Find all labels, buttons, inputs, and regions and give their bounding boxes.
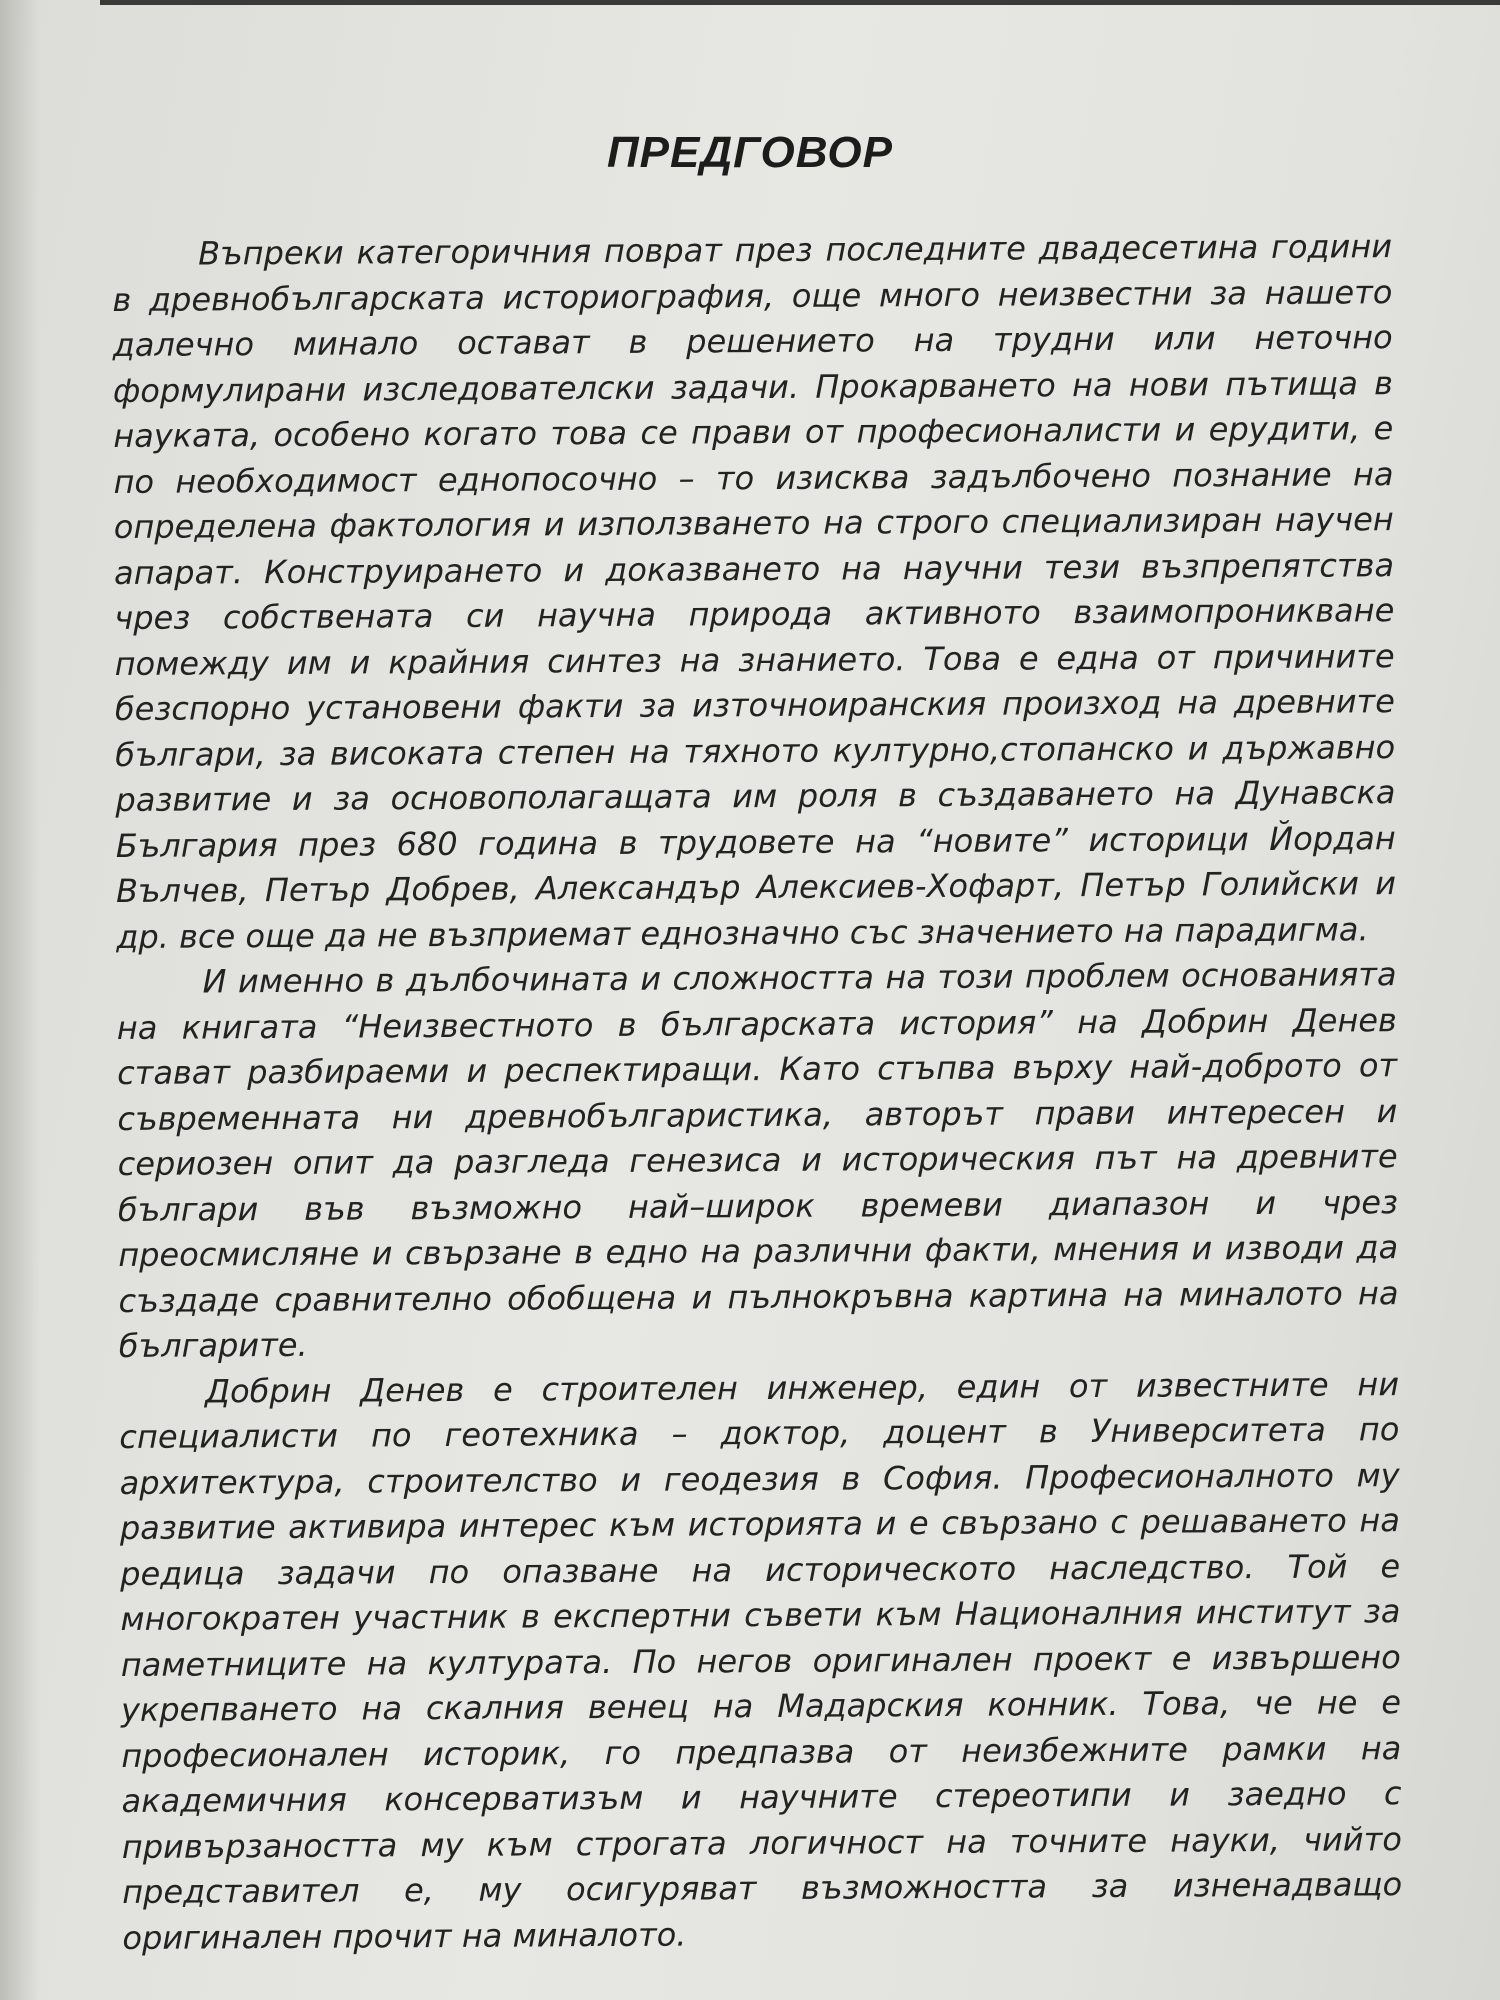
body-text (112, 224, 1403, 1961)
paragraph-3: Добрин Денев е строителен инженер, един от известните ни специалисти по геотехника – доктор, доцент в Университета по архитектура, строителство и геодезия в София. Професионалното му развитие активира интерес към историята и е свързано с решаването на редица задачи по опазване на историческото наследство. Той е многократен участник в експертни съвети към Националния институт за паметниците на културата. По негов оригинален проект е извършено укрепването на скалния венец на Мадарския конник. Това, че не е професионален историк, го предпазва от неизбежните рамки на академичния консерватизъм и научните стереотипи и заедно с привързаността му към строгата логичност на точните науки, чийто представител е, му осигуряват възможността за изненадващо оригинален прочит на миналото. (119, 1364, 1403, 1957)
paragraph-1: Въпреки категоричния поврат през последните двадесетина години в древнобългарската историография, още много неизвестни за нашето далечно минало остават в решението на трудни или неточно формулирани изследователски задачи. Прокарването на нови пътища в науката, особено когато това се прави от професионалисти и ерудити, е по необходимост еднопосочно – то изисква задълбочено познание на определена фактология и използването на строго специализиран научен апарат. Конструирането и доказването на научни тези възпрепятства чрез собствената си научна природа активното взаимопроникване помежду им и крайния синтез на знанието. Това е една от причините безспорно установени факти за източноиранския произход на древните българи, за високата степен на тяхното културно,стопанско и държавно развитие и за основополагащата им роля в създаването на Дунавска България през 680 година в трудовете на “новите” историци Йордан Вълчев, Петър Добрев, Александър Алексиев-Хофарт, Петър Голийски и др. все още да не възприемат еднозначно със значението на парадигма. (112, 227, 1397, 956)
top-rule (100, 0, 1500, 5)
paragraph-2: И именно в дълбочината и сложността на този проблем основанията на книгата “Неизвестното в българската история” на Добрин Денев стават разбираеми и респектиращи. Като стъпва върху най-доброто от съвременната ни древнобългаристика, авторът прави интересен и сериозен опит да разгледа генезиса и историческия път на древните българи във възможно най–широк времеви диапазон и чрез преосмисляне и свързане в едно на различни факти, мнения и изводи да създаде сравнително обобщена и пълнокръвна картина на миналото на българите. (116, 955, 1399, 1365)
page-title: ПРЕДГОВОР (606, 128, 894, 177)
spine-shadow (0, 0, 40, 2000)
